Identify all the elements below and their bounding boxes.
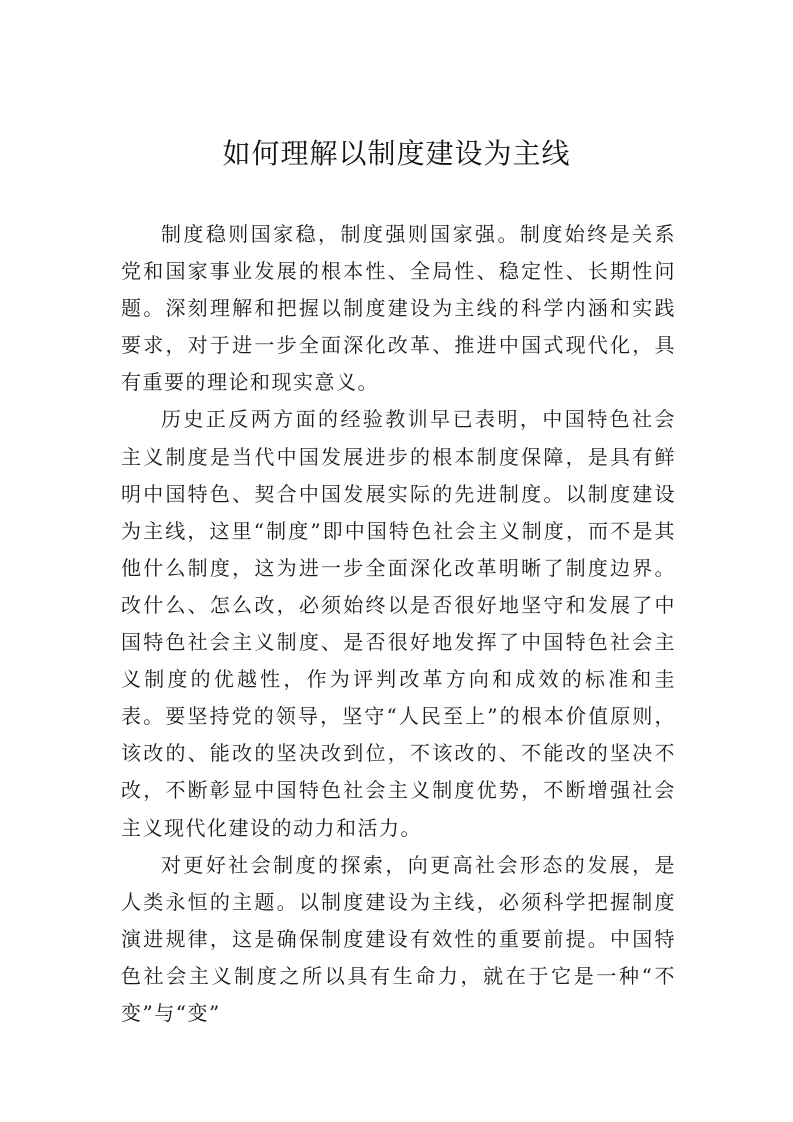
document-body: [121, 216, 676, 1032]
paragraph-1: 制度稳则国家稳，制度强则国家强。制度始终是关系党和国家事业发展的根本性、全局性、稳定性、长期性问题。深刻理解和把握以制度建设为主线的科学内涵和实践要求，对于进一步全面深化改革、推进中国式现代化，具有重要的理论和现实意义。: [121, 222, 676, 395]
page-title: 如何理解以制度建设为主线: [222, 137, 571, 170]
paragraph-2: 历史正反两方面的经验教训早已表明，中国特色社会主义制度是当代中国发展进步的根本制度保障，是具有鲜明中国特色、契合中国发展实际的先进制度。以制度建设为主线，这里“制度”即中国特色社会主义制度，而不是其他什么制度，这为进一步全面深化改革明晰了制度边界。改什么、怎么改，必须始终以是否很好地坚守和发展了中国特色社会主义制度、是否很好地发挥了中国特色社会主义制度的优越性，作为评判改革方向和成效的标准和圭表。要坚持党的领导，坚守“人民至上”的根本价值原则，该改的、能改的坚决改到位，不该改的、不能改的坚决不改，不断彰显中国特色社会主义制度优势，不断增强社会主义现代化建设的动力和活力。: [121, 407, 676, 840]
paragraph-3: 对更好社会制度的探索，向更高社会形态的发展，是人类永恒的主题。以制度建设为主线，必须科学把握制度演进规律，这是确保制度建设有效性的重要前提。中国特色社会主义制度之所以具有生命力，就在于它是一种“不变”与“变”: [121, 852, 676, 1025]
